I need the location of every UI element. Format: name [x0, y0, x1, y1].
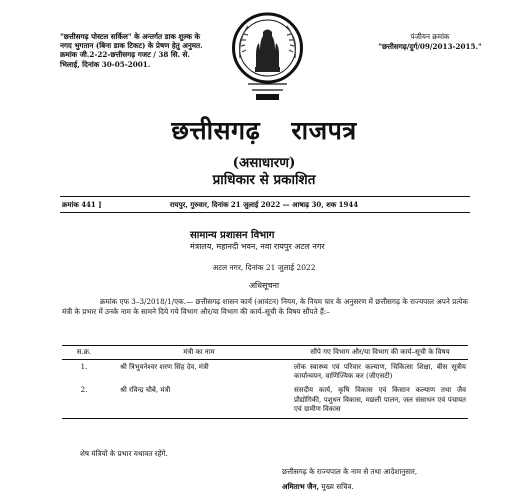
issue-top-rule: [60, 196, 470, 197]
issue-date: रायपुर, गुरुवार, दिनांक 21 जुलाई 2022 — आषाढ़ 30, शक 1944: [169, 200, 359, 209]
department-address: मंत्रालय, महानदी भवन, नवा रायपुर अटल नगर: [190, 242, 325, 251]
authority-label: प्राधिकार से प्रकाशित: [212, 172, 316, 188]
signatory-name: अमिताभ जैन,: [282, 482, 319, 491]
notification-heading: अधिसूचना: [248, 281, 280, 290]
postal-note: "छत्तीसगढ़ पोस्टल सर्किल" के अन्तर्गत डाक शुल्क के नगद भुगतान (बिना डाक टिकट) के प्रेषण हेतु अनुमत. क्रमांक जी.2-22-छत्तीसगढ़ गजट / 38 सि. से. भिलाई, दिनांक 30-05-2001.: [60, 32, 203, 69]
row-departments: लोक स्वास्थ्य एवं परिवार कल्याण, चिकित्सा शिक्षा, बीस सूत्रीय कार्यान्वयन, वाणिज्यिक कर (जीएसटी): [294, 363, 466, 381]
header-serial: स.क्र.: [62, 346, 106, 360]
row-serial: 2.: [62, 383, 106, 418]
row-serial: 1.: [80, 363, 88, 371]
row-minister: श्री रविन्द्र चौबे, मंत्री: [106, 383, 292, 418]
row-minister: श्री त्रिभुवनेश्वर शरण सिंह देव, मंत्री: [120, 363, 209, 371]
issue-number: क्रमांक 441 ]: [62, 200, 102, 209]
extraordinary-label: (असाधारण): [232, 155, 296, 171]
signatory-title: मुख्य सचिव.: [321, 482, 354, 491]
portfolio-table: [62, 345, 468, 419]
department-name: सामान्य प्रशासन विभाग: [190, 230, 275, 241]
by-order-line: छत्तीसगढ़ के राज्यपाल के नाम से तथा आदेशानुसार,: [282, 467, 418, 476]
registration-label: पंजीयन क्रमांक: [410, 32, 450, 41]
table-row: [62, 383, 468, 418]
place-date: अटल नगर, दिनांक 21 जुलाई 2022: [212, 263, 316, 272]
table-row: [62, 360, 468, 384]
table-header-row: [62, 346, 468, 360]
issue-bottom-rule: [60, 212, 470, 213]
header-departments: सौंपे गए विभाग और/या विभाग की कार्य–सूची के विषय: [292, 346, 468, 360]
row-departments: संसदीय कार्य, कृषि विकास एवं किसान कल्याण तथा जैव प्रौद्योगिकी, पशुधन विकास, मछली पालन, जल संसाधन एवं पंचायत एवं ग्रामीण विकास: [292, 383, 468, 418]
notification-body: क्रमांक एफ 3–3/2018/1/एक.— छत्तीसगढ़ शासन कार्य (आवंटन) नियम, के नियम चार के अनुसरण में छत्तीसगढ़ के राज्यपाल अपने प्रत्येक मंत्री के प्रभार में उनके नाम के सामने दिये गये विभाग और/या विभाग की कार्य–सूची के विषय सौंपते हैं:–: [62, 297, 468, 316]
remaining-note: शेष मंत्रियों के प्रभार यथावत रहेंगे.: [80, 449, 168, 458]
state-emblem-icon: [230, 10, 305, 105]
registration-block: [355, 32, 505, 52]
gazette-title: छत्तीसगढ़ राजपत्र: [171, 116, 357, 145]
signatory: [282, 482, 354, 492]
header-minister: मंत्री का नाम: [106, 346, 292, 360]
registration-number: "छत्तीसगढ़/दुर्ग/09/2013-2015.": [378, 42, 482, 51]
